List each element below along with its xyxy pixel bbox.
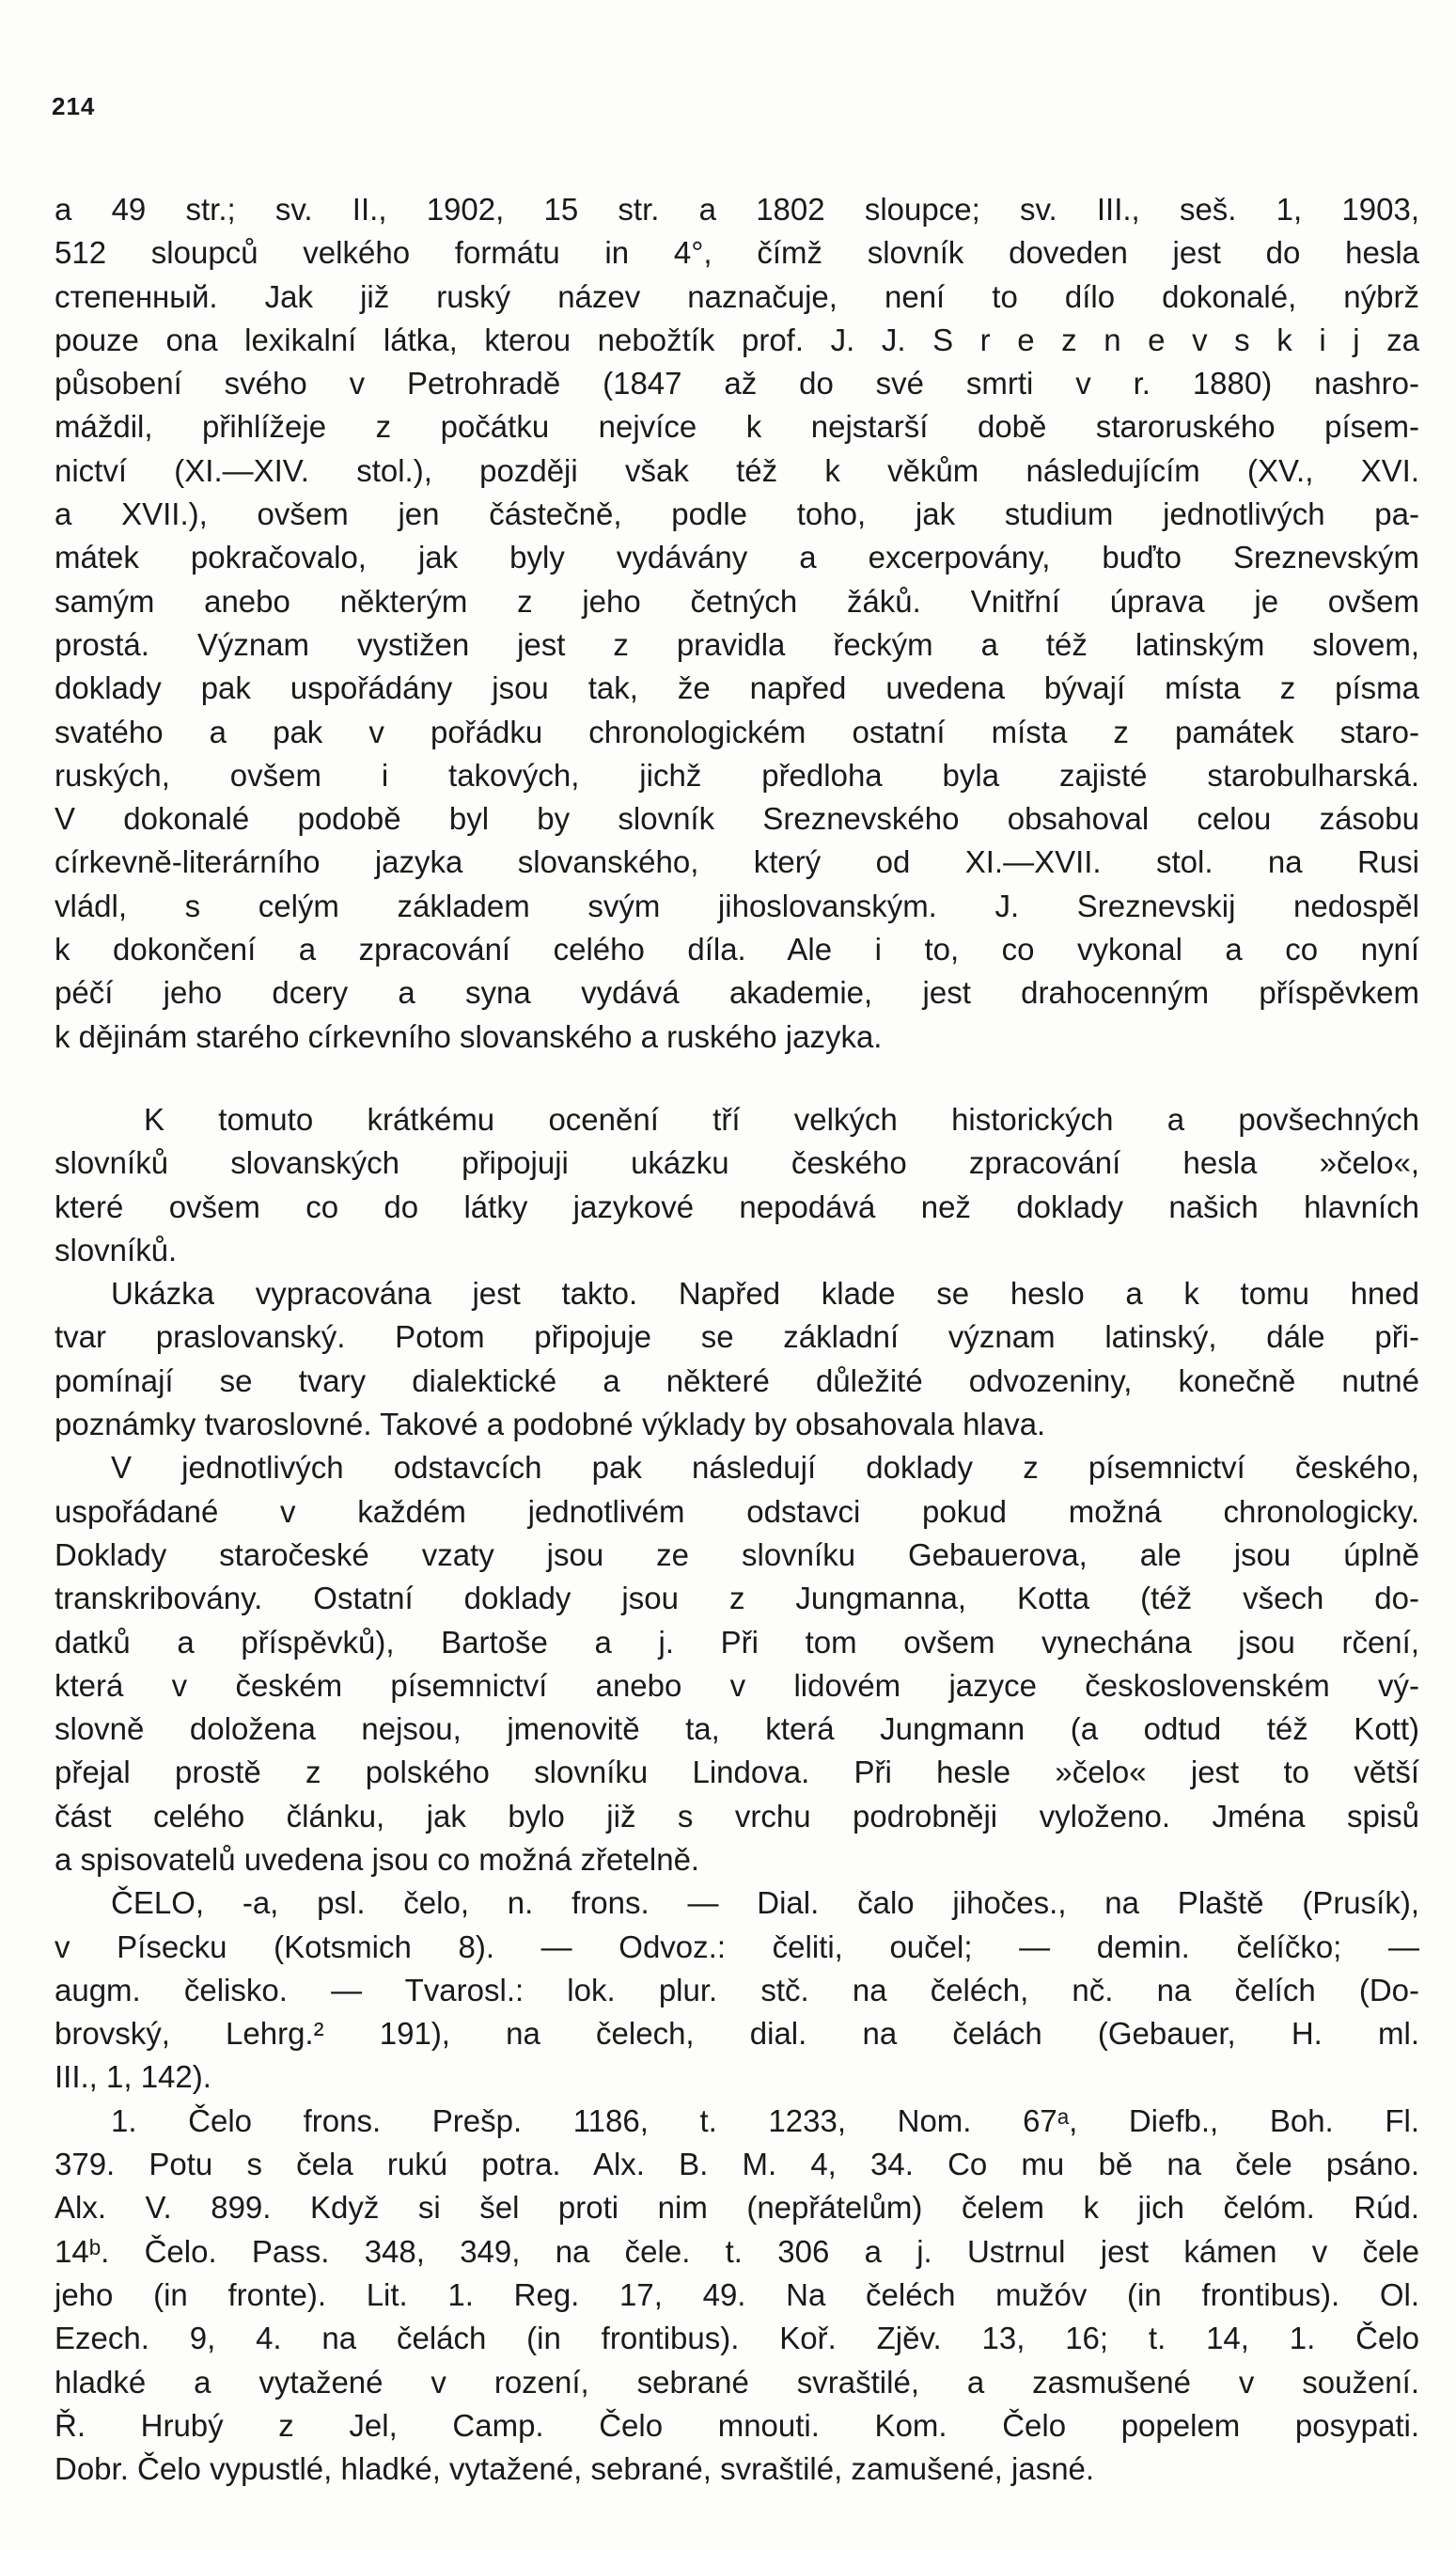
paragraph-ukázka-line: tvar praslovanský. Potom připojuje se základní význam latinský, dále při- bbox=[55, 1319, 1419, 1355]
entry-sense-line: jeho (in fronte). Lit. 1. Reg. 17, 49. Na čeléch mužóv (in frontibus). Ol. bbox=[55, 2276, 1419, 2312]
entry-sense-line: Ř. Hrubý z Jel, Camp. Čelo mnouti. Kom. Čelo popelem posypati. bbox=[55, 2407, 1419, 2443]
paragraph-intro-line: V dokonalé podobě byl by slovník Sreznevského obsahoval celou zásobu bbox=[55, 801, 1419, 837]
paragraph-intro-line: nictví (XI.—XIV. stol.), později však též k věkům následujícím (XV., XVI. bbox=[55, 452, 1419, 488]
paragraph-doklady-line: slovně doložena nejsou, jmenovitě ta, která Jungmann (a odtud též Kott) bbox=[55, 1711, 1419, 1747]
paragraph-intro-line: a 49 str.; sv. II., 1902, 15 str. a 1802 sloupce; sv. III., seš. 1, 1903, bbox=[55, 192, 1419, 227]
entry-sense-line: Alx. V. 899. Když si šel proti nim (nepřátelům) čelem k jich čelóm. Rúd. bbox=[55, 2190, 1419, 2226]
paragraph-intro-line: vládl, s celým základem svým jihoslovanským. J. Sreznevskij nedospěl bbox=[55, 888, 1419, 923]
paragraph-ocenění-line: které ovšem co do látky jazykové nepodává než doklady našich hlavních bbox=[55, 1188, 1419, 1224]
paragraph-intro-line: 512 sloupců velkého formátu in 4°, čímž slovník doveden jest do hesla bbox=[55, 235, 1419, 271]
paragraph-intro-line: působení svého v Petrohradě (1847 až do své smrti v r. 1880) nashro- bbox=[55, 366, 1419, 401]
paragraph-doklady-line: přejal prostě z polského slovníku Lindova. Při hesle »čelo« jest to větší bbox=[55, 1755, 1419, 1790]
paragraph-doklady-line: V jednotlivých odstavcích pak následují doklady z písemnictví českého, bbox=[111, 1450, 1419, 1486]
paragraph-intro-line: pouze ona lexikalní látka, kterou nebožtík prof. J. J. S r e z n e v s k i j za bbox=[55, 322, 1419, 357]
paragraph-ocenění-line: K tomuto krátkému ocenění tří velkých historických a povšechných bbox=[144, 1101, 1419, 1137]
paragraph-doklady-line: uspořádané v každém jednotlivém odstavci pokud možná chronologicky. bbox=[55, 1493, 1419, 1529]
entry-sense-line: 379. Potu s čela rukú potra. Alx. B. M. 4, 34. Co mu bě na čele psáno. bbox=[55, 2147, 1419, 2182]
entry-headword-line: ČELO, -a, psl. čelo, n. frons. — Dial. čalo jihočes., na Plaště (Prusík), bbox=[111, 1885, 1419, 1921]
paragraph-intro-line: степенный. Jak již ruský název naznačuje, není to dílo dokonalé, nýbrž bbox=[55, 278, 1419, 314]
paragraph-ukázka-line: Ukázka vypracována jest takto. Napřed klade se heslo a k tomu hned bbox=[111, 1276, 1419, 1312]
paragraph-intro-line: církevně-literárního jazyka slovanského, který od XI.—XVII. stol. na Rusi bbox=[55, 844, 1419, 880]
paragraph-doklady-line: transkribovány. Ostatní doklady jsou z Jungmanna, Kotta (též všech do- bbox=[55, 1581, 1419, 1616]
paragraph-ocenění-line: slovníků. bbox=[55, 1232, 178, 1267]
entry-headword-line: augm. čelisko. — Tvarosl.: lok. plur. stč. na čeléch, nč. na čelích (Do- bbox=[55, 1972, 1419, 2007]
paragraph-intro-line: svatého a pak v pořádku chronologickém ostatní místa z památek staro- bbox=[55, 714, 1419, 749]
entry-sense-line: Ezech. 9, 4. na čelách (in frontibus). Koř. Zjěv. 13, 16; t. 14, 1. Čelo bbox=[55, 2321, 1419, 2356]
paragraph-ukázka-line: pomínají se tvary dialektické a některé důležité odvozeniny, konečně nutné bbox=[55, 1362, 1419, 1398]
paragraph-intro-line: prostá. Význam vystižen jest z pravidla řeckým a též latinským slovem, bbox=[55, 626, 1419, 662]
paragraph-intro-line: ruských, ovšem i takových, jichž předloha byla zajisté starobulharská. bbox=[55, 757, 1419, 793]
entry-sense-line: hladké a vytažené v rození, sebrané svraštilé, a zasmušené v soužení. bbox=[55, 2364, 1419, 2400]
main-text bbox=[55, 188, 1419, 2491]
entry-sense-line: 1. Čelo frons. Prešp. 1186, t. 1233, Nom. 67ᵃ, Diefb., Boh. Fl. bbox=[111, 2102, 1419, 2138]
paragraph-doklady-line: a spisovatelů uvedena jsou co možná zřetelně. bbox=[55, 1841, 700, 1877]
paragraph-intro-line: a XVII.), ovšem jen částečně, podle toho, jak studium jednotlivých pa- bbox=[55, 496, 1419, 532]
paragraph-intro-line: mátek pokračovalo, jak byly vydávány a excerpovány, buďto Sreznevským bbox=[55, 540, 1419, 575]
paragraph-intro-line: k dějinám starého církevního slovanského a ruského jazyka. bbox=[55, 1018, 883, 1054]
paragraph-doklady-line: datků a příspěvků), Bartoše a j. Při tom ovšem vynechána jsou rčení, bbox=[55, 1624, 1419, 1660]
entry-sense-line: 14ᵇ. Čelo. Pass. 348, 349, na čele. t. 306 a j. Ustrnul jest kámen v čele bbox=[55, 2233, 1419, 2269]
paragraph-ocenění-line: slovníků slovanských připojuji ukázku českého zpracování hesla »čelo«, bbox=[55, 1145, 1419, 1181]
paragraph-ukázka-line: poznámky tvaroslovné. Takové a podobné výklady by obsahovala hlava. bbox=[55, 1407, 1046, 1442]
paragraph-intro-line: péčí jeho dcery a syna vydává akademie, jest drahocenným příspěvkem bbox=[55, 975, 1419, 1011]
entry-headword-line: v Písecku (Kotsmich 8). — Odvoz.: čeliti, oučel; — demin. čelíčko; — bbox=[55, 1928, 1419, 1964]
paragraph-doklady-line: která v českém písemnictví anebo v lidovém jazyce československém vý- bbox=[55, 1667, 1419, 1703]
paragraph-intro-line: doklady pak uspořádány jsou tak, že napřed uvedena bývají místa z písma bbox=[55, 670, 1419, 706]
paragraph-intro-line: samým anebo některým z jeho četných žáků. Vnitřní úprava je ovšem bbox=[55, 583, 1419, 619]
paragraph-doklady-line: část celého článku, jak bylo již s vrchu podrobněji vyloženo. Jména spisů bbox=[55, 1798, 1419, 1834]
entry-headword-line: III., 1, 142). bbox=[55, 2059, 211, 2095]
paragraph-intro-line: k dokončení a zpracování celého díla. Ale i to, co vykonal a co nyní bbox=[55, 932, 1419, 968]
paragraph-doklady-line: Doklady staročeské vzaty jsou ze slovníku Gebauerova, ale jsou úplně bbox=[55, 1536, 1419, 1572]
paragraph-intro-line: máždil, přihlížeje z počátku nejvíce k nejstarší době staroruského písem- bbox=[55, 409, 1419, 445]
entry-sense-line: Dobr. Čelo vypustlé, hladké, vytažené, sebrané, svraštilé, zamušené, jasné. bbox=[55, 2451, 1095, 2487]
page-number: 214 bbox=[52, 92, 96, 120]
entry-headword-line: brovský, Lehrg.² 191), na čelech, dial. na čelách (Gebauer, H. ml. bbox=[55, 2016, 1419, 2052]
